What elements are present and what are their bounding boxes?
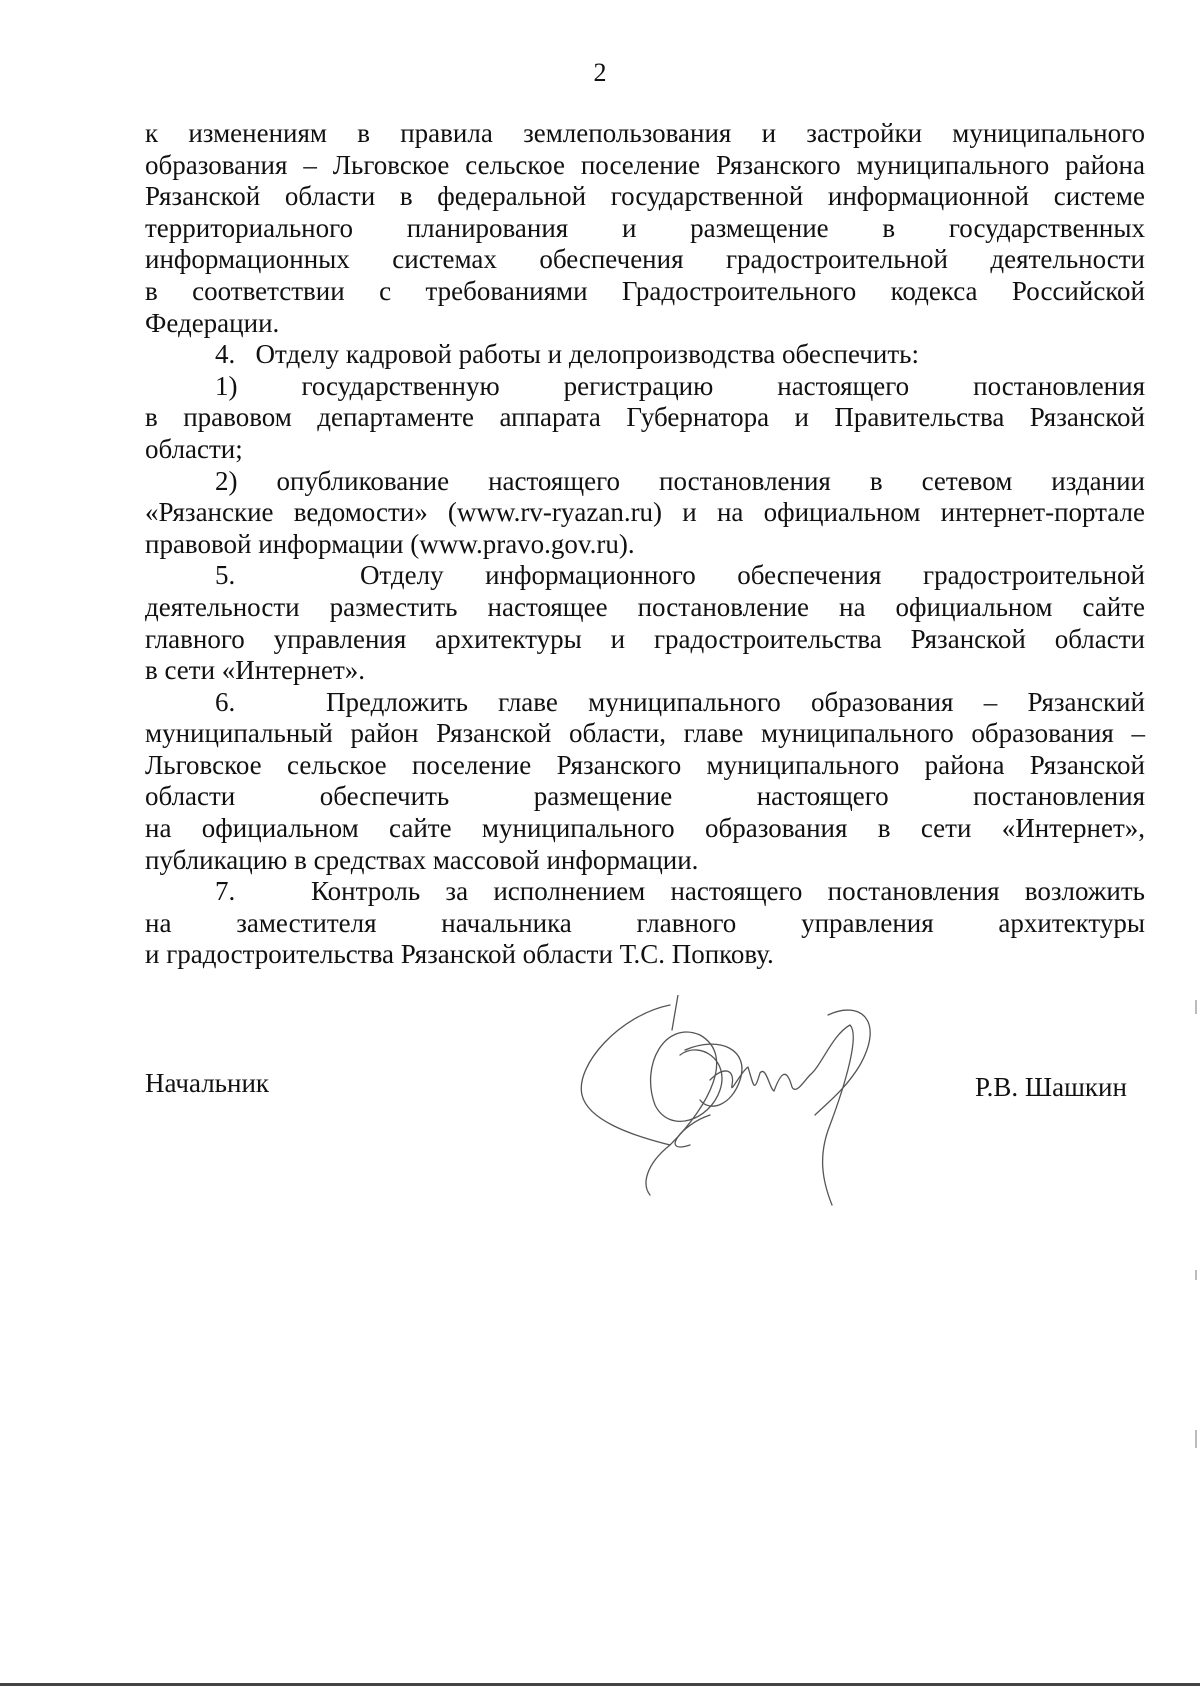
text-line: главного управления архитектуры и градостроительства Рязанской области [145,623,1145,654]
item-5-line: 5. Отделу информационного обеспечения градостроительной [215,560,1145,591]
text-line: области обеспечить размещение настоящего постановления [145,781,1145,812]
document-body [145,118,1145,971]
page-number: 2 [593,58,607,87]
signatory-name: Р.В. Шашкин [975,1072,1127,1102]
scan-edge-mark [1195,1270,1197,1280]
text-line: публикацию в средствах массовой информации. [145,844,699,875]
subitem-2-line: 2) опубликование настоящего постановления в сетевом издании [215,465,1145,496]
text-line: к изменениям в правила землепользования и застройки муниципального [145,118,1145,148]
item-7-line: 7. Контроль за исполнением настоящего постановления возложить [215,876,1145,907]
text-line: в правовом департаменте аппарата Губернатора и Правительства Рязанской [145,402,1145,433]
text-line: Федерации. [145,307,280,338]
scan-edge-mark [1195,1430,1197,1448]
item-4-line: 4. Отделу кадровой работы и делопроизводства обеспечить: [215,339,919,370]
item-6-line: 6. Предложить главе муниципального образования – Рязанский [215,686,1145,717]
signatory-title: Начальник [145,1068,270,1098]
text-line: Рязанской области в федеральной государственной информационной системе [145,181,1145,212]
text-line: на официальном сайте муниципального образования в сети «Интернет», [145,813,1145,844]
text-line: Льговское сельское поселение Рязанского муниципального района Рязанской [145,749,1145,780]
text-line: информационных системах обеспечения градостроительной деятельности [145,244,1145,275]
text-line: в соответствии с требованиями Градостроительного кодекса Российской [145,275,1145,306]
text-line: области; [145,433,243,464]
text-line: и градостроительства Рязанской области Т.С. Попкову. [145,939,774,970]
text-line: в сети «Интернет». [145,655,366,686]
text-line: муниципальный район Рязанской области, главе муниципального образования – [145,718,1145,749]
page-bottom-rule [0,1683,1200,1686]
subitem-1-line: 1) государственную регистрацию настоящего постановления [215,370,1145,401]
text-line: деятельности разместить настоящее постановление на официальном сайте [145,591,1145,622]
handwritten-signature [560,995,920,1225]
text-line: на заместителя начальника главного управления архитектуры [145,907,1145,938]
text-line: «Рязанские ведомости» (www.rv-ryazan.ru) и на официальном интернет-портале [145,497,1145,528]
scan-edge-mark [1195,1000,1197,1014]
text-line: образования – Льговское сельское поселение Рязанского муниципального района [145,149,1145,180]
text-line: территориального планирования и размещение в государственных [145,212,1145,243]
text-line: правовой информации (www.pravo.gov.ru). [145,528,635,559]
